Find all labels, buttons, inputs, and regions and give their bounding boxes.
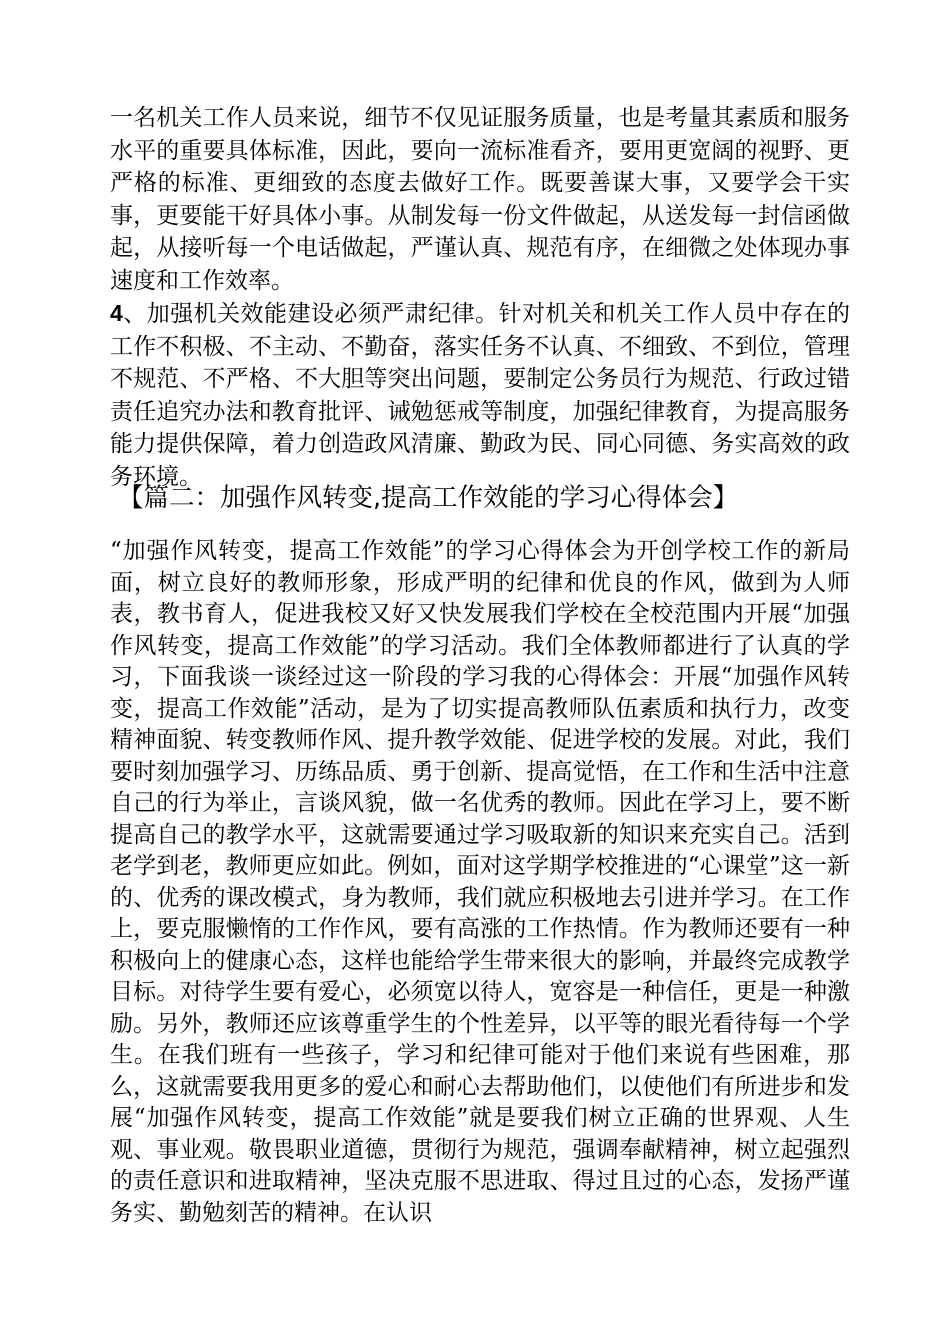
paragraph-study-experience: “加强作风转变，提高工作效能”的学习心得体会为开创学校工作的新局面，树立良好的教师形象，形成严明的纪律和优良的作风，做到为人师表，教书育人，促进我校又好又快发展我们学校在全校范围内开展“加强作风转变，提高工作效能”的学习活动。我们全体教师都进行了认真的学习，下面我谈一谈经过这一阶段的学习我的心得体会：开展“加强作风转变，提高工作效能”活动，是为了切实提高教师队伍素质和执行力，改变精神面貌、转变教师作风、提升教学效能、促进学校的发展。对此，我们要时刻加强学习、历练品质、勇于创新、提高觉悟，在工作和生活中注意自己的行为举止，言谈风貌，做一名优秀的教师。因此在学习上，要不断提高自己的教学水平，这就需要通过学习吸取新的知识来充实自己。活到老学到老，教师更应如此。例如，面对这学期学校推进的“心课堂”这一新的、优秀的课改模式，身为教师，我们就应积极地去引进并学习。在工作上，要克服懒惰的工作作风，要有高涨的工作热情。作为教师还要有一种积极向上的健康心态，这样也能给学生带来很大的影响，并最终完成教学目标。对待学生要有爱心，必须宽以待人，宽容是一种信任，更是一种激励。另外，教师还应该尊重学生的个性差异，以平等的眼光看待每一个学生。在我们班有一些孩子，学习和纪律可能对于他们来说有些困难，那么，这就需要我用更多的爱心和耐心去帮助他们，以使他们有所进步和发展“加强作风转变，提高工作效能”就是要我们树立正确的世界观、人生观、事业观。敬畏职业道德，贯彻行为规范，强调奉献精神，树立起强烈的责任意识和进取精神，坚决克服不思进取、得过且过的心态，发扬严谨务实、勤勉刻苦的精神。在认识 — [110, 538, 850, 1226]
paragraph-item-4 — [110, 297, 850, 493]
item-4-text: 、加强机关效能建设必须严肃纪律。针对机关和机关工作人员中存在的工作不积极、不主动、不勤奋，落实任务不认真、不细致、不到位，管理不规范、不严格、不大胆等突出问题，要制定公务员行为规范、行政过错责任追究办法和教育批评、诫勉惩戒等制度，加强纪律教育，为提高服务能力提供保障，着力创造政风清廉、勤政为民、同心同德、务实高效的政务环境。 — [110, 301, 850, 490]
section-2-text — [110, 536, 850, 1229]
section-1-text — [110, 102, 850, 493]
item-4-number: 4 — [110, 300, 123, 326]
paragraph-detail-standards: 一名机关工作人员来说，细节不仅见证服务质量，也是考量其素质和服务水平的重要具体标准，因此，要向一流标准看齐，要用更宽阔的视野、更严格的标准、更细致的态度去做好工作。既要善谋大事，又要学会干实事，更要能干好具体小事。从制发每一份文件做起，从送发每一封信函做起，从接听每一个电话做起，严谨认真、规范有序，在细微之处体现办事速度和工作效率。 — [110, 105, 850, 294]
section-2-heading: 【篇二：加强作风转变,提高工作效能的学习心得体会】 — [118, 483, 739, 513]
